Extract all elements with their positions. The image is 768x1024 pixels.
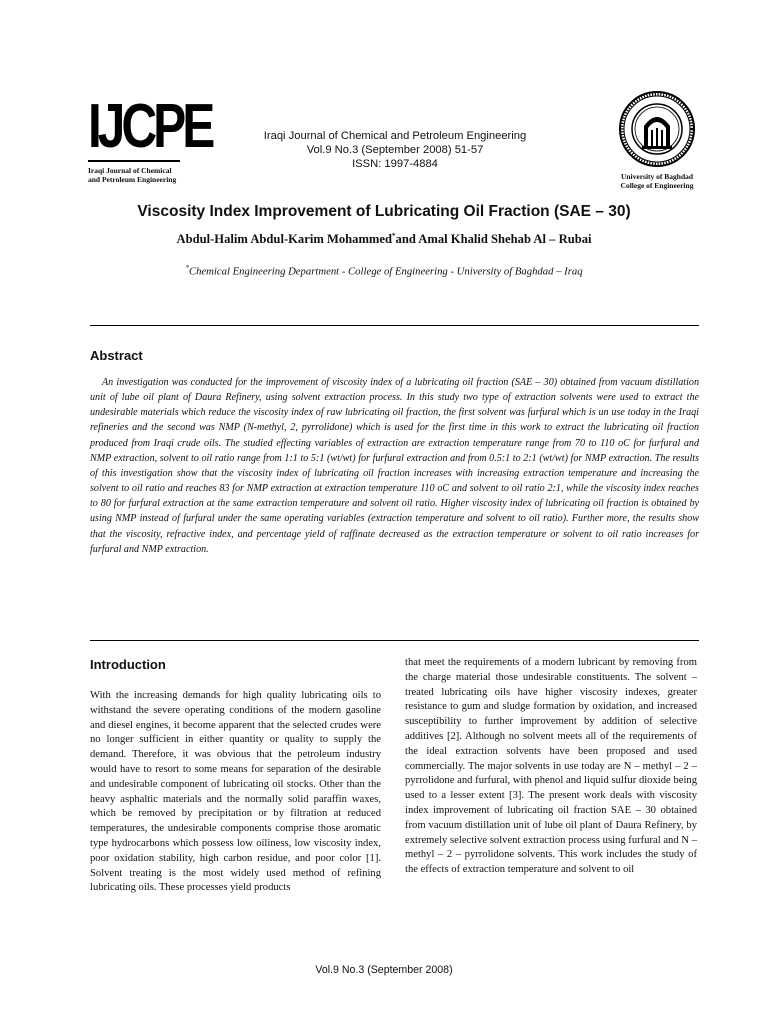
divider-top [90, 325, 699, 326]
introduction-heading: Introduction [90, 657, 166, 672]
issn: ISSN: 1997-4884 [352, 158, 438, 170]
ijcpe-logo-mark: IJCPE [88, 92, 212, 161]
page-footer: Vol.9 No.3 (September 2008) [315, 964, 453, 976]
logo-subtitle-line1: Iraqi Journal of Chemical [88, 166, 172, 175]
university-logo [614, 90, 700, 190]
journal-name: Iraqi Journal of Chemical and Petroleum Engineering [263, 130, 527, 142]
divider-bottom [90, 640, 699, 641]
logo-subtitle [88, 166, 180, 184]
journal-header [200, 129, 590, 171]
university-caption [614, 172, 700, 190]
author-1: Abdul-Halim Abdul-Karim Mohammed [176, 232, 393, 247]
logo-subtitle-line2: and Petroleum Engineering [88, 175, 177, 184]
paper-title: Viscosity Index Improvement of Lubricating Oil Fraction (SAE – 30) [137, 203, 631, 220]
author-2: and Amal Khalid Shehab Al – Rubai [395, 232, 592, 247]
affiliation-mark: * [185, 264, 189, 272]
university-name: University of Baghdad [620, 172, 694, 181]
abstract-heading: Abstract [90, 348, 143, 363]
author-line [60, 232, 708, 247]
college-name: College of Engineering [620, 181, 694, 190]
affiliation-line [60, 264, 708, 278]
volume-info: Vol.9 No.3 (September 2008) 51-57 [306, 144, 484, 156]
introduction-column-1: With the increasing demands for high quality lubricating oils to withstand the severe operating conditions of the modern gasoline and diesel engines, it become apparent that the selected crudes were no longer sufficient in either quantity or quality to supply the demand. Therefore, it was obvious that the petroleum industry would have to resort to some means for separation of the desirable and undesirable component of lubricating oil stocks. Other than the heavy asphaltic materials and the normally solid paraffin waxes, which be removed by precipitation or by filtration at reduced temperatures, the undesirable components comprise those aromatic type hydrocarbons which possess low oiliness, low viscosity index, poor oxidation stability, high carbon residue, and poor color [1]. Solvent treating is the most widely used method of refining lubricating oils. These processes yield products [90, 690, 381, 894]
abstract-body: An investigation was conducted for the improvement of viscosity index of a lubricating oil fraction (SAE – 30) obtained from vacuum distillation unit of lube oil plant of Daura Refinery, using solvent extraction process. In this study two type of extraction solvents were used to extract the undesirable materials which reduce the viscosity index of raw lubricating oil fraction, the first solvent was furfural which is un use today in the Iraqi refineries and the second was NMP (N-methyl, 2, pyrrolidone) which is used for the first time in this work to extract the lubricating oil fraction produced from Iraqi crude oils. The studied effecting variables of extraction are extraction temperature range from 70 to 110 oC for furfural and NMP extraction, solvent to oil ratio range from 1:1 to 5:1 (wt/wt) for furfural extraction and from 0.5:1 to 2:1 (wt/wt) for NMP extraction. The results of this investigation show that the viscosity index of lubricating oil fraction increases with increasing extraction temperature and increasing the solvent to oil ratio and reaches 83 for NMP extraction at extraction temperature 110 oC and solvent to oil ratio 2:1, while the viscosity index reaches to 80 for furfural extraction at the same extraction temperature and solvent oil ratio. Higher viscosity index of lubricating oil fraction is obtained by using NMP instead of furfural under the same operating variables (extraction temperature and solvent to oil ratio). Further more, the results show that the viscosity, refractive index, and percentage yield of raffinate decreased as the extraction temperature or solvent to oil ratio increases for furfural and NMP extraction. [90, 377, 699, 555]
affiliation: Chemical Engineering Department - College of Engineering - University of Baghdad – Iraq [188, 265, 583, 278]
ijcpe-logo [88, 92, 212, 184]
university-seal-icon [618, 90, 696, 168]
introduction-column-2: that meet the requirements of a modern lubricant by removing from the charge material those undesirable constituents. The solvent – treated lubricating oils have higher viscosity indexes, greater resistance to gum and sludge formation by oxidation, and increased susceptibility to further improvement by addition of selective additives [2]. Although no solvent meets all of the requirements of the ideal extraction solvents have been proposed and used commercially. The major solvents in use today are N – methyl – 2 – pyrrolidone and furfural, with phenol and liquid sulfur dioxide being used to a lesser extent [3]. The present work deals with viscosity index improvement of lubricating oil fraction SAE – 30 obtained from vacuum distillation unit of lube oil plant of Daura Refinery, by extremely selective solvent extraction process using furfural and N – methyl – 2 – pyrrolidone solvents. This work includes the study of the effects of extraction temperature and solvent to oil [405, 657, 697, 876]
author-footnote-mark: * [392, 232, 396, 240]
